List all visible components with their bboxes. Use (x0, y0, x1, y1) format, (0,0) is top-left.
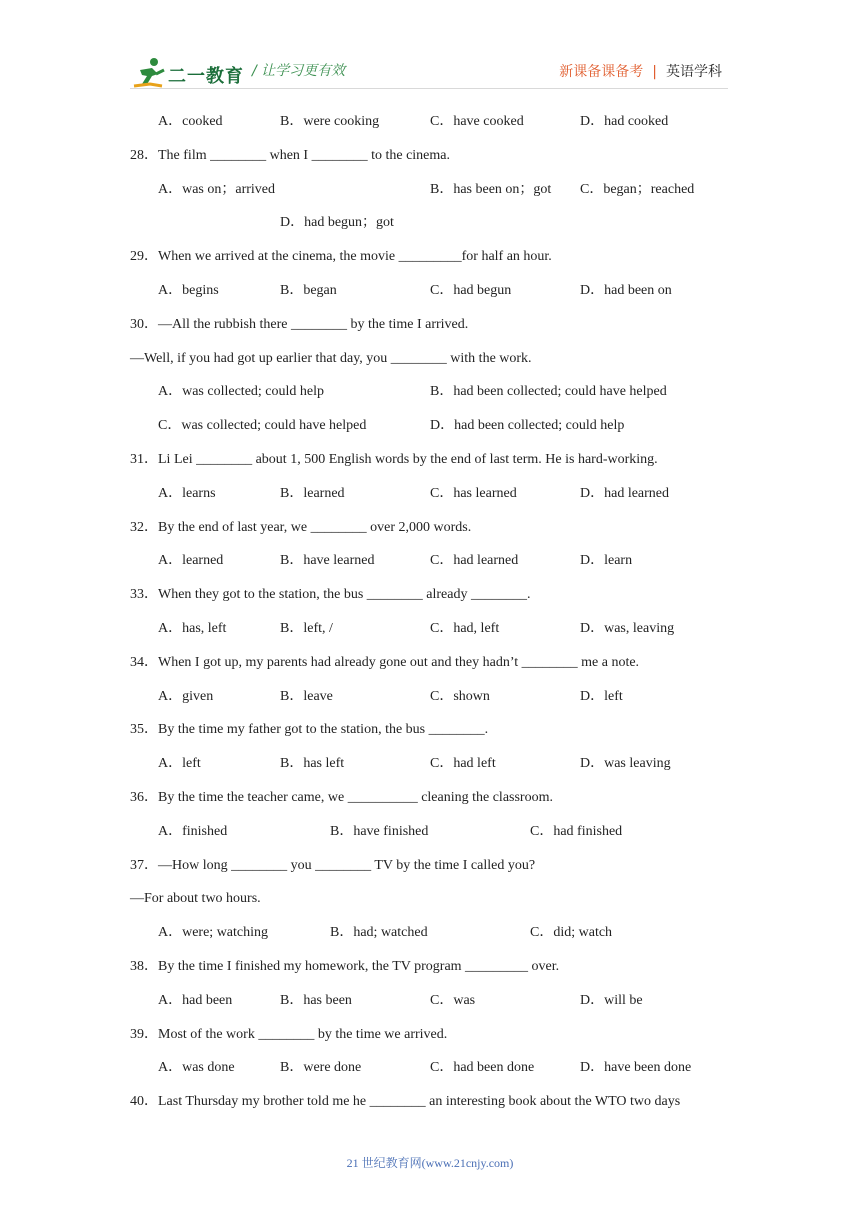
answer-option: B．leave (280, 689, 333, 704)
answer-option: B．has been on；got (430, 182, 552, 197)
answer-option: B．began (280, 283, 337, 298)
answer-option: B．were done (280, 1060, 362, 1075)
answer-option: B．left, / (280, 621, 333, 636)
answer-option: A．left (158, 756, 201, 771)
answer-option: D．left (580, 689, 623, 704)
question-line: 34．When I got up, my parents had already gone out and they hadn’t ________ me a note. (130, 655, 640, 670)
answer-option: B．has been (280, 993, 352, 1008)
answer-option: C．was (430, 993, 476, 1008)
answer-option: B．had been collected; could have helped (430, 384, 667, 399)
answer-option: A．begins (158, 283, 219, 298)
question-line: —Well, if you had got up earlier that day, you ________ with the work. (130, 351, 532, 366)
page-footer: 21 世纪教育网(www.21cnjy.com) (346, 1156, 514, 1170)
runner-logo-icon (132, 56, 168, 90)
header-right (559, 61, 722, 81)
answer-option: C．have cooked (430, 114, 524, 129)
question-line: 29．When we arrived at the cinema, the movie _________for half an hour. (130, 249, 552, 264)
answer-option: A．was done (158, 1060, 235, 1075)
slogan: / 让学习更有效 (252, 63, 346, 79)
answer-option: C．had been done (430, 1060, 535, 1075)
answer-option: D．had cooked (580, 114, 669, 129)
answer-option: D．will be (580, 993, 643, 1008)
answer-option: A．were; watching (158, 925, 269, 940)
question-line: 32．By the end of last year, we ________ over 2,000 words. (130, 520, 472, 535)
answer-option: C．shown (430, 689, 490, 704)
question-line: 28．The film ________ when I ________ to the cinema. (130, 148, 450, 163)
answer-option: C．did; watch (530, 925, 613, 940)
answer-option: B．had; watched (330, 925, 428, 940)
header-category: 新课备课备考 (559, 64, 644, 80)
header-subject: 英语学科 (666, 64, 722, 80)
answer-option: D．have been done (580, 1060, 692, 1075)
answer-option: D．learn (580, 553, 633, 568)
answer-option: B．were cooking (280, 114, 380, 129)
question-line: 35．By the time my father got to the station, the bus ________. (130, 722, 489, 737)
answer-option: C．had begun (430, 283, 512, 298)
answer-option: C．had learned (430, 553, 519, 568)
answer-option: A．cooked (158, 114, 223, 129)
question-line: 39．Most of the work ________ by the time we arrived. (130, 1027, 448, 1042)
question-line: 40．Last Thursday my brother told me he ________ an interesting book about the WTO two days (130, 1094, 681, 1109)
answer-option: A．had been (158, 993, 233, 1008)
answer-option: C．has learned (430, 486, 517, 501)
answer-option: C．had left (430, 756, 496, 771)
answer-option: A．finished (158, 824, 228, 839)
question-line: —For about two hours. (130, 891, 261, 906)
answer-option: C．was collected; could have helped (158, 418, 367, 433)
answer-option: D．had learned (580, 486, 670, 501)
answer-option: C．had, left (430, 621, 500, 636)
answer-option: B．have finished (330, 824, 429, 839)
header-divider (130, 88, 728, 89)
answer-option: D．had been on (580, 283, 672, 298)
page-header (0, 0, 860, 100)
answer-option: C．had finished (530, 824, 623, 839)
answer-option: A．was on；arrived (158, 182, 276, 197)
answer-option: A．learned (158, 553, 224, 568)
question-line: 31．Li Lei ________ about 1, 500 English words by the end of last term. He is hard-working. (130, 452, 658, 467)
answer-option: D．was leaving (580, 756, 671, 771)
question-line: 36．By the time the teacher came, we __________ cleaning the classroom. (130, 790, 553, 805)
answer-option: D．had been collected; could help (430, 418, 625, 433)
question-line: 37．—How long ________ you ________ TV by the time I called you? (130, 858, 536, 873)
answer-option: A．was collected; could help (158, 384, 325, 399)
logo-text: 二一教育 (168, 66, 244, 87)
header-separator: | (652, 64, 657, 80)
answer-option: A．has, left (158, 621, 227, 636)
question-line: 30．—All the rubbish there ________ by the time I arrived. (130, 317, 469, 332)
answer-option: C．began；reached (580, 182, 695, 197)
answer-option: A．given (158, 689, 214, 704)
question-line: 33．When they got to the station, the bus ________ already ________. (130, 587, 531, 602)
answer-option: B．has left (280, 756, 345, 771)
answer-option: B．have learned (280, 553, 375, 568)
logo (132, 56, 244, 90)
question-line: 38．By the time I finished my homework, the TV program _________ over. (130, 959, 560, 974)
answer-option: B．learned (280, 486, 345, 501)
answer-option: A．learns (158, 486, 216, 501)
answer-option: D．had begun；got (280, 215, 394, 230)
answer-option: D．was, leaving (580, 621, 675, 636)
